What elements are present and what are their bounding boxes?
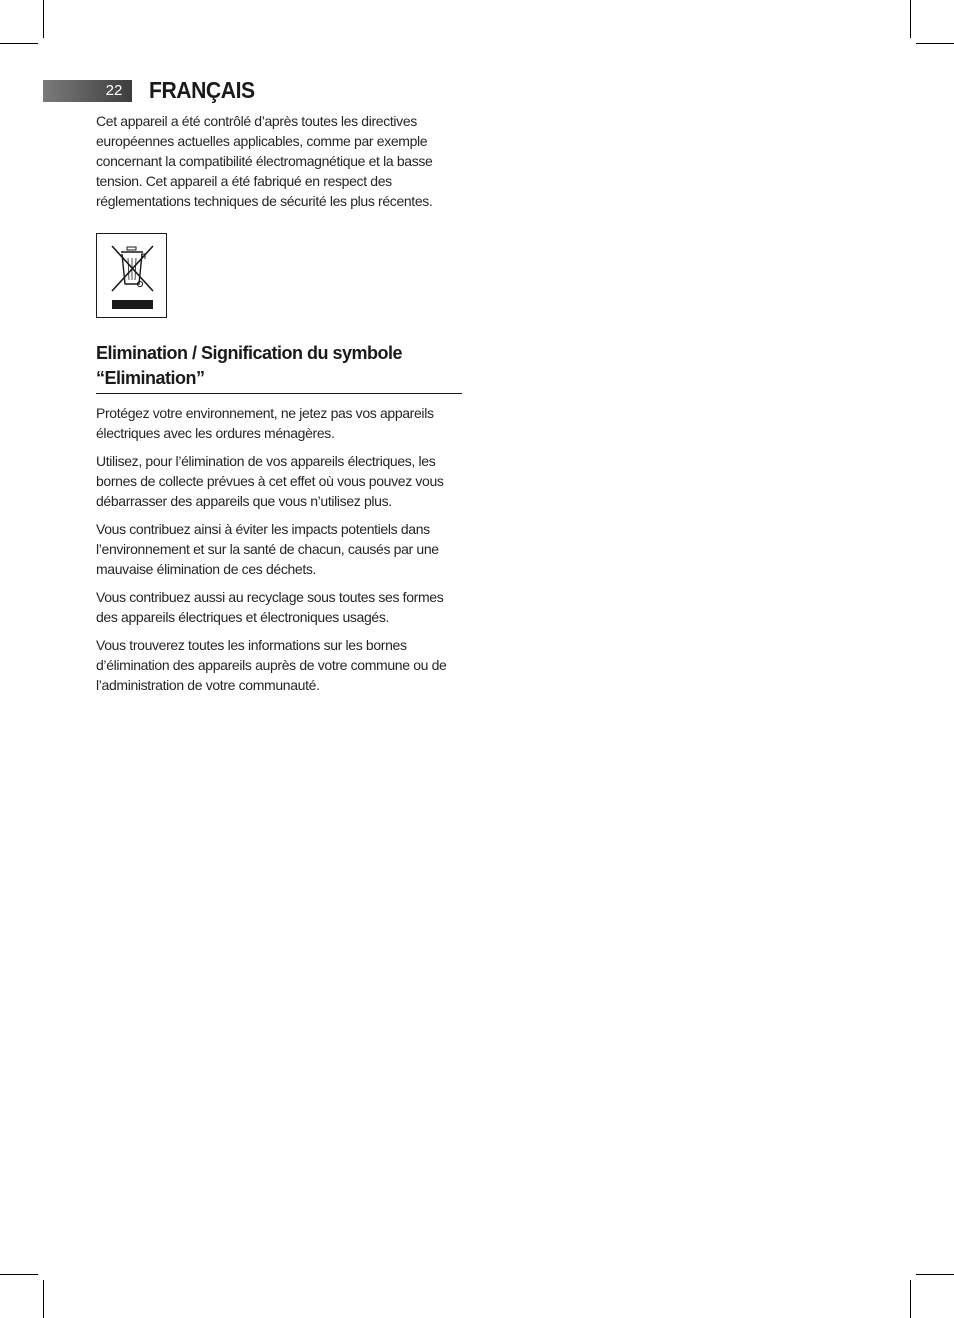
crop-mark [0, 43, 38, 44]
crop-mark [0, 1274, 38, 1275]
section-heading-line: Elimination / Signification du symbole [96, 343, 403, 363]
body-paragraph: Vous contribuez aussi au recyclage sous toutes ses formes des appareils électriques et électroniques usagés. [96, 589, 444, 625]
intro-paragraph: Cet appareil a été contrôlé d’après toutes les directives européennes actuelles applicables, comme par exemple concernant la compatibilité électromagnétique et la basse tension. Cet appareil a été fabriqué en respect des réglementations techniques de sécurité les plus récentes. [96, 113, 433, 209]
section-body [96, 403, 462, 703]
body-paragraph: Vous contribuez ainsi à éviter les impacts potentiels dans l’environnement et sur la santé de chacun, causés par une mauvaise élimination de ces déchets. [96, 521, 439, 577]
crop-mark [916, 43, 954, 44]
crop-mark [910, 0, 911, 38]
intro-block [96, 111, 462, 219]
section-heading [96, 341, 462, 394]
crossed-out-wheelie-bin-icon [97, 234, 165, 316]
crop-mark [43, 1280, 44, 1318]
body-paragraph: Protégez votre environnement, ne jetez pas vos appareils électriques avec les ordures ménagères. [96, 405, 434, 441]
crop-mark [43, 0, 44, 38]
weee-symbol-frame [96, 233, 167, 318]
section-heading-line: “Elimination” [96, 368, 205, 388]
page-title: FRANÇAIS [149, 77, 255, 103]
body-paragraph: Vous trouverez toutes les informations sur les bornes d’élimination des appareils auprès de votre commune ou de l’administration de votre communauté. [96, 637, 447, 693]
crop-mark [916, 1274, 954, 1275]
body-paragraph: Utilisez, pour l’élimination de vos appareils électriques, les bornes de collecte prévues à cet effet où vous pouvez vous débarrasser des appareils que vous n’utilisez plus. [96, 453, 444, 509]
page-number: 22 [105, 82, 123, 99]
crop-mark [910, 1280, 911, 1318]
